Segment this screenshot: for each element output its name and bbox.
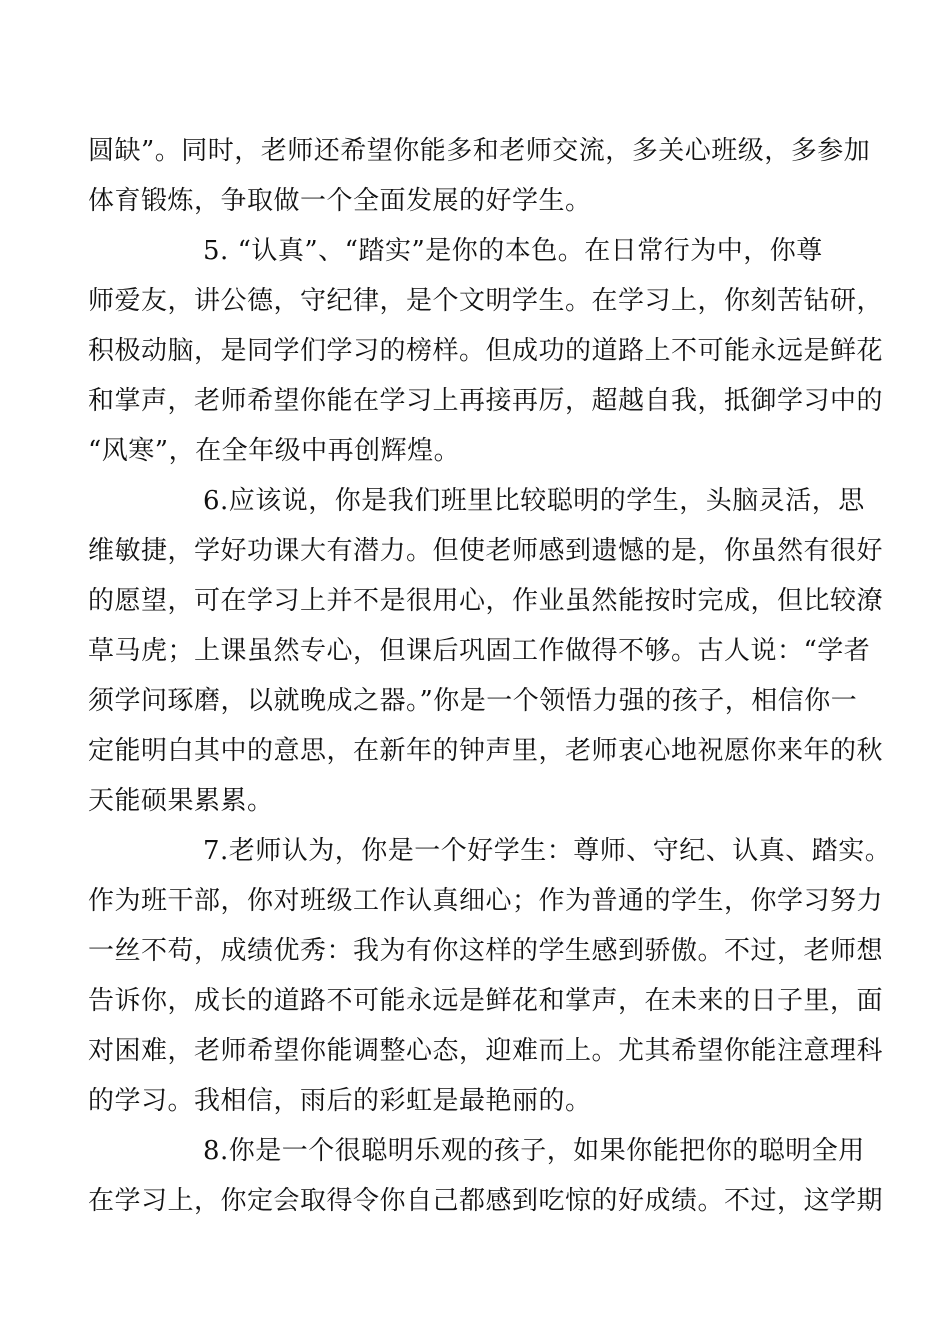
text-line: 维敏捷，学好功课大有潜力。但使老师感到遗憾的是，你虽然有很好 (88, 536, 884, 566)
text-line: “风寒”，在全年级中再创辉煌。 (88, 436, 461, 466)
text-line: 须学问琢磨，以就晚成之器。”你是一个领悟力强的孩子，相信你一 (88, 686, 858, 716)
text-line: 的愿望，可在学习上并不是很用心，作业虽然能按时完成，但比较潦 (88, 586, 884, 616)
text-line: 体育锻炼，争取做一个全面发展的好学生。 (88, 186, 592, 216)
text-line: 圆缺”。同时，老师还希望你能多和老师交流，多关心班级，多参加 (88, 136, 871, 166)
text-line: 在学习上，你定会取得令你自己都感到吃惊的好成绩。不过，这学期 (88, 1186, 884, 1216)
text-line: 定能明白其中的意思，在新年的钟声里，老师衷心地祝愿你来年的秋 (88, 736, 884, 766)
text-line: 告诉你，成长的道路不可能永远是鲜花和掌声，在未来的日子里，面 (88, 986, 884, 1016)
text-line: 天能硕果累累。 (88, 786, 274, 816)
text-line: 积极动脑，是同学们学习的榜样。但成功的道路上不可能永远是鲜花 (88, 336, 884, 366)
paragraph-first-line: 7.老师认为，你是一个好学生：尊师、守纪、认真、踏实。 (203, 836, 892, 866)
paragraph-first-line: 8.你是一个很聪明乐观的孩子，如果你能把你的聪明全用 (203, 1136, 865, 1166)
text-line: 的学习。我相信，雨后的彩虹是最艳丽的。 (88, 1086, 592, 1116)
text-line: 和掌声，老师希望你能在学习上再接再厉，超越自我，抵御学习中的 (88, 386, 884, 416)
text-line: 师爱友，讲公德，守纪律，是个文明学生。在学习上，你刻苦钻研， (88, 286, 884, 316)
text-line: 草马虎；上课虽然专心，但课后巩固工作做得不够。古人说：“学者 (88, 636, 871, 666)
text-line: 作为班干部，你对班级工作认真细心；作为普通的学生，你学习努力 (88, 886, 884, 916)
text-line: 一丝不苟，成绩优秀：我为有你这样的学生感到骄傲。不过，老师想 (88, 936, 884, 966)
paragraph-first-line: 5. “认真”、“踏实”是你的本色。在日常行为中，你尊 (203, 236, 823, 266)
text-line: 对困难，老师希望你能调整心态，迎难而上。尤其希望你能注意理科 (88, 1036, 884, 1066)
paragraph-first-line: 6.应该说，你是我们班里比较聪明的学生，头脑灵活，思 (203, 486, 865, 516)
